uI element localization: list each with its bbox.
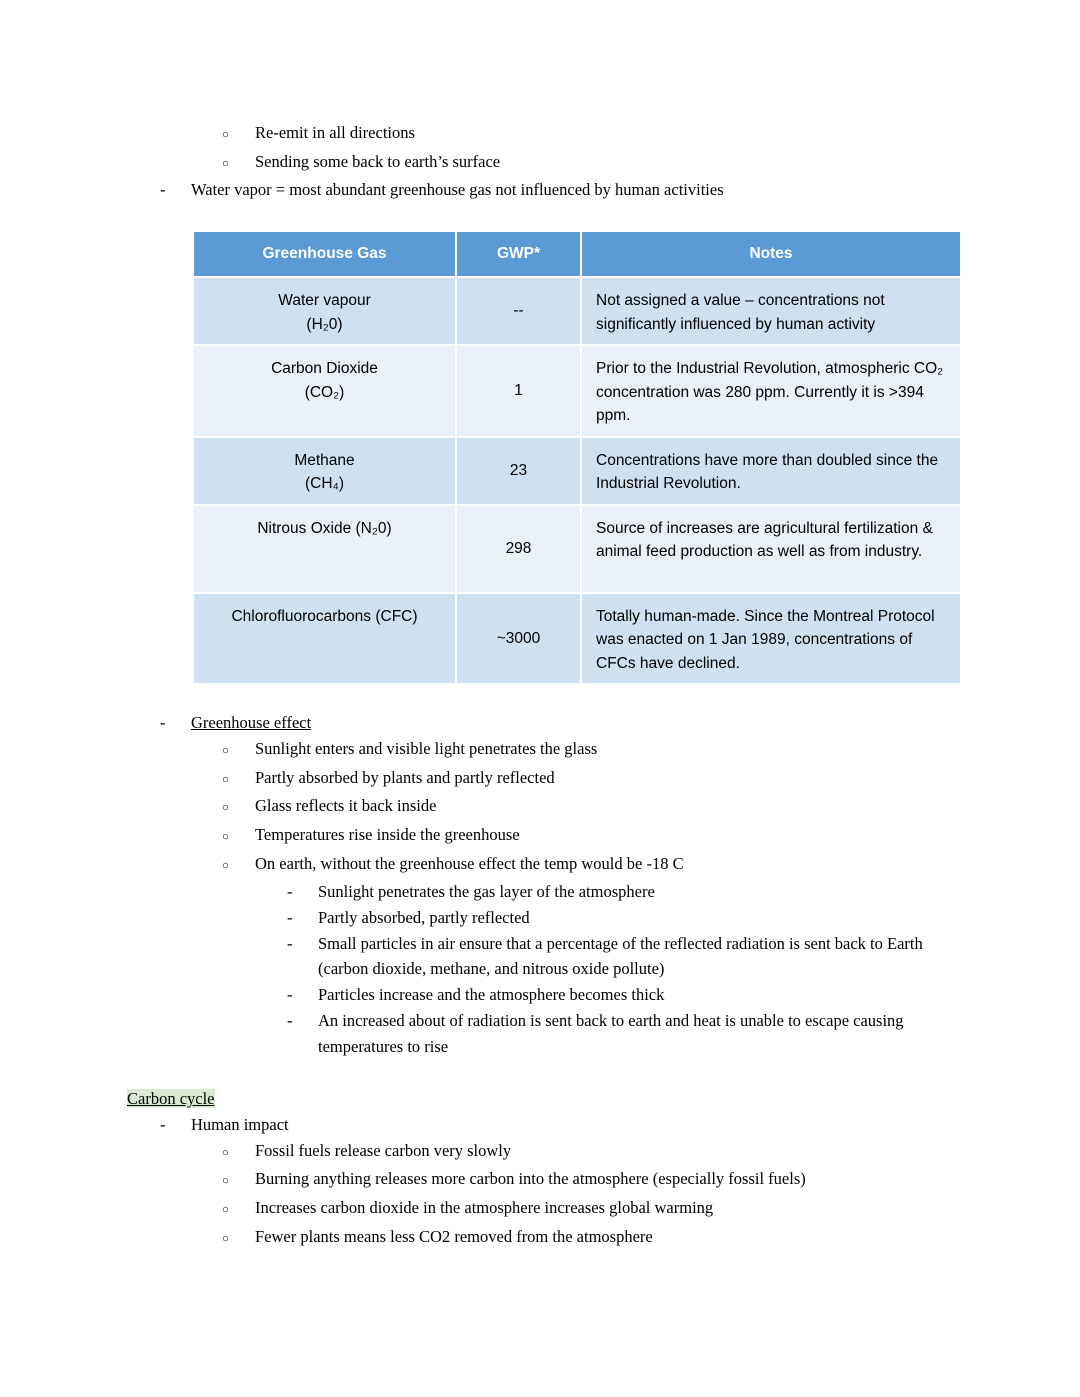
gas-name: Chlorofluorocarbons (CFC) xyxy=(231,607,418,625)
table-row xyxy=(193,505,961,593)
notes-cell: Prior to the Industrial Revolution, atmospheric CO₂ concentration was 280 ppm. Currently it is >394 ppm. xyxy=(581,345,961,437)
circle-bullet: ○ xyxy=(222,1232,229,1245)
circle-bullet: ○ xyxy=(222,830,229,843)
dash-bullet: - xyxy=(287,882,293,902)
list-item-text: Re-emit in all directions xyxy=(255,123,415,142)
list-item xyxy=(0,710,1080,736)
gas-name: Carbon Dioxide xyxy=(271,360,378,378)
list-item xyxy=(0,1138,1080,1167)
intro-section xyxy=(0,120,1080,203)
list-item-text: Partly absorbed by plants and partly reflected xyxy=(255,767,555,787)
list-item xyxy=(0,177,1080,203)
list-item xyxy=(0,905,1080,931)
list-item-text: Partly absorbed, partly reflected xyxy=(318,908,530,928)
dash-bullet: - xyxy=(287,908,293,928)
col-header-notes: Notes xyxy=(581,231,961,277)
dash-bullet: - xyxy=(160,1114,166,1134)
gas-name: Water vapour xyxy=(278,292,371,310)
list-item-text: On earth, without the greenhouse effect the temp would be -18 C xyxy=(255,853,684,873)
dash-bullet: - xyxy=(287,1010,293,1030)
list-item xyxy=(0,793,1080,822)
greenhouse-effect-section xyxy=(0,710,1080,1059)
section-heading: Carbon cycle xyxy=(127,1089,215,1109)
table-row xyxy=(193,437,961,505)
dash-bullet: - xyxy=(287,985,293,1005)
table-row xyxy=(193,593,961,685)
list-item xyxy=(0,982,1080,1008)
gas-cell xyxy=(193,593,456,685)
gwp-cell: 1 xyxy=(456,345,581,437)
circle-bullet: ○ xyxy=(222,859,229,872)
gas-formula: (CO₂) xyxy=(304,383,345,401)
gwp-cell: 298 xyxy=(456,505,581,593)
list-item-text: Sunlight penetrates the gas layer of the atmosphere xyxy=(318,882,655,902)
notes-cell: Totally human-made. Since the Montreal Protocol was enacted on 1 Jan 1989, concentrations of CFCs have declined. xyxy=(581,593,961,685)
gas-cell xyxy=(193,437,456,505)
list-item xyxy=(0,879,1080,905)
list-item xyxy=(0,149,1080,178)
circle-bullet: ○ xyxy=(222,773,229,786)
list-item xyxy=(0,1224,1080,1253)
dash-bullet: - xyxy=(160,713,166,733)
table-row xyxy=(193,345,961,437)
circle-bullet: ○ xyxy=(222,1146,229,1159)
list-item-text: Water vapor = most abundant greenhouse gas not influenced by human activities xyxy=(191,180,724,200)
col-header-greenhouse-gas: Greenhouse Gas xyxy=(193,231,456,277)
gwp-cell: ~3000 xyxy=(456,593,581,685)
notes-cell: Source of increases are agricultural fertilization & animal feed production as well as from industry. xyxy=(581,505,961,593)
notes-cell: Concentrations have more than doubled since the Industrial Revolution. xyxy=(581,437,961,505)
circle-bullet: ○ xyxy=(222,802,229,815)
list-item-text: Temperatures rise inside the greenhouse xyxy=(255,824,520,844)
greenhouse-gas-table xyxy=(192,230,962,685)
list-item xyxy=(0,1166,1080,1195)
list-item-text: Sending some back to earth’s surface xyxy=(255,151,501,171)
gas-formula: (H₂0) xyxy=(306,315,343,333)
list-item xyxy=(0,765,1080,794)
gwp-cell: -- xyxy=(456,277,581,345)
list-item-text: Fewer plants means less CO2 removed from the atmosphere xyxy=(255,1226,653,1246)
circle-bullet: ○ xyxy=(222,129,229,141)
table-header-row xyxy=(193,231,961,277)
list-item xyxy=(0,851,1080,880)
gwp-cell: 23 xyxy=(456,437,581,505)
circle-bullet: ○ xyxy=(222,1204,229,1217)
list-item xyxy=(0,120,1080,149)
list-item-text: Small particles in air ensure that a percentage of the reflected radiation is sent back to Earth (carbon dioxide, methane, and nitrous oxide pollute) xyxy=(318,933,923,979)
circle-bullet: ○ xyxy=(222,1175,229,1188)
list-item-text: Sunlight enters and visible light penetrates the glass xyxy=(255,738,598,758)
dash-bullet: - xyxy=(160,180,166,200)
list-item xyxy=(0,1195,1080,1224)
table-row xyxy=(193,277,961,345)
list-item xyxy=(0,931,1080,982)
list-item-text: Increases carbon dioxide in the atmosphere increases global warming xyxy=(255,1198,714,1218)
dash-bullet: - xyxy=(287,933,293,953)
gas-formula: (CH₄) xyxy=(304,475,345,493)
list-item-text: Particles increase and the atmosphere becomes thick xyxy=(318,985,665,1005)
list-item-text: Glass reflects it back inside xyxy=(255,796,437,816)
list-item-text: An increased about of radiation is sent back to earth and heat is unable to escape causing temperatures to rise xyxy=(318,1010,904,1056)
gas-cell xyxy=(193,505,456,593)
list-item xyxy=(0,736,1080,765)
list-item xyxy=(0,1008,1080,1059)
list-item-text: Burning anything releases more carbon into the atmosphere (especially fossil fuels) xyxy=(255,1169,806,1189)
circle-bullet: ○ xyxy=(222,744,229,757)
list-item-text: Human impact xyxy=(191,1114,289,1134)
circle-bullet: ○ xyxy=(222,157,229,170)
gas-name: Nitrous Oxide (N₂0) xyxy=(257,519,392,537)
carbon-cycle-section xyxy=(0,1086,1080,1252)
heading-line xyxy=(0,1086,1080,1112)
list-item xyxy=(0,1112,1080,1138)
gas-cell xyxy=(193,277,456,345)
list-item-text xyxy=(191,710,953,736)
notes-cell: Not assigned a value – concentrations not significantly influenced by human activity xyxy=(581,277,961,345)
col-header-gwp: GWP* xyxy=(456,231,581,277)
list-item-text: Fossil fuels release carbon very slowly xyxy=(255,1140,512,1160)
list-item xyxy=(0,822,1080,851)
gas-name: Methane xyxy=(294,451,355,469)
gas-cell xyxy=(193,345,456,437)
section-heading: Greenhouse effect xyxy=(191,713,312,733)
